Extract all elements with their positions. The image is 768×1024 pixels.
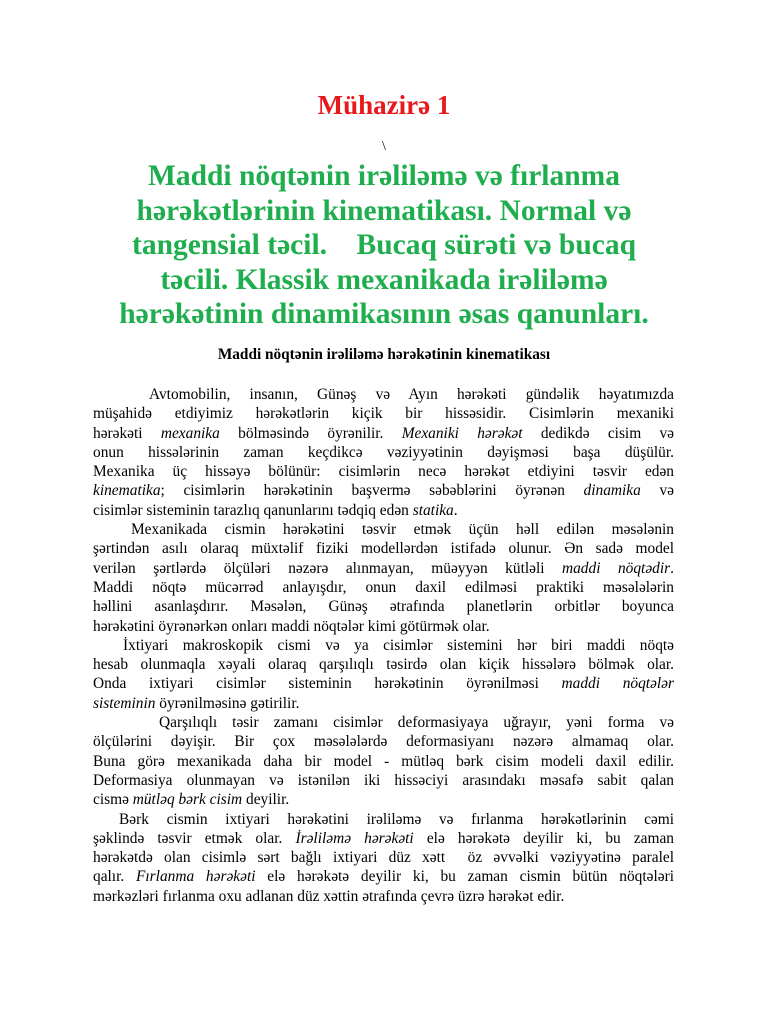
- italic-term: sisteminin: [93, 694, 156, 712]
- main-heading: [60, 159, 708, 332]
- text-line: [93, 829, 674, 848]
- text-run: onun hissələrinin zaman keçdikcə vəziyyətinin dəyişməsi başa düşülür.: [93, 443, 674, 461]
- text-run: Deformasiya olunmayan və istənilən iki hissəciyi arasındakı məsafə sabit qalan: [93, 771, 674, 789]
- text-run: elə hərəkətə deyilir ki, bu zaman: [413, 829, 675, 847]
- text-run: Buna görə mexanikada daha bir model - mütləq bərk cisim modeli daxil edilir.: [93, 752, 674, 770]
- text-line: [93, 867, 674, 886]
- main-heading-line: hərəkətinin dinamikasının əsas qanunları.: [119, 298, 649, 330]
- text-line: [93, 443, 674, 462]
- text-run: Avtomobilin, insanın, Günəş və Ayın hərəkəti gündəlik həyatımızda: [149, 386, 674, 403]
- text-run: ölçülərini dəyişir. Bir çox məsələlərdə deformasiyanı nəzərə almamaq olar.: [93, 733, 674, 751]
- text-run: Mexanika üç hissəyə bölünür: cisimlərin necə hərəkət etdiyini təsvir edən: [93, 463, 674, 481]
- text-run: şəklində təsvir etmək olar.: [93, 829, 296, 847]
- text-line: [93, 385, 674, 404]
- text-line: [93, 539, 674, 558]
- body-text: [93, 385, 674, 906]
- paragraph-4: [93, 713, 674, 809]
- text-run: Qarşılıqlı təsir zamanı cisimlər deformasiyaya uğrayır, yəni forma və: [159, 714, 674, 732]
- italic-term: kinematika: [93, 482, 161, 500]
- text-run: elə hərəkətə deyilir ki, bu zaman cismin bütün nöqtələri: [255, 868, 674, 886]
- text-run: öyrənilməsinə gətirilir.: [155, 694, 300, 712]
- text-run: hərəkəti: [93, 424, 161, 442]
- text-run: deyilir.: [242, 791, 290, 809]
- text-run: Mexanikada cismin hərəkətini təsvir etmək üçün həll edilən məsələnin: [131, 521, 674, 539]
- text-run: bölməsində öyrənilir.: [219, 424, 402, 442]
- main-heading-line: hərəkətlərinin kinematikası. Normal və: [136, 194, 632, 227]
- text-run: hesab olunmaqla xəyali olaraq qarşılıqlı təsirdə olan kiçik hissələrə bölmək olar.: [93, 656, 674, 674]
- text-run: müşahidə etdiyimiz hərəkətlərin kiçik bir hissəsidir. Cisimlərin mexaniki: [93, 405, 674, 423]
- text-line: [93, 810, 674, 829]
- text-run: dedikdə cisim və: [522, 424, 674, 442]
- text-run: həllini asanlaşdırır. Məsələn, Günəş ətrafında planetlərin orbitlər boyunca: [93, 598, 674, 616]
- paragraph-3: [93, 636, 674, 713]
- text-run: hərəkətdə olan cisimlə sərt bağlı ixtiyari düz xətt öz əvvəlki vəziyyətinə paralel: [93, 849, 674, 867]
- text-line: [93, 655, 674, 674]
- text-run: cisimlər sisteminin tarazlıq qanunlarını tədqiq edən: [93, 501, 413, 519]
- text-run: verilən şərtlərdə ölçüləri nəzərə alınmayan, müəyyən kütləli: [93, 559, 562, 577]
- text-line: [93, 481, 674, 500]
- text-line: [93, 636, 674, 655]
- text-line: [93, 424, 674, 443]
- text-run: .: [670, 559, 674, 577]
- text-run: şərtindən asılı olaraq müxtəlif fiziki modellərdən istifadə olunur. Ən sadə model: [93, 540, 674, 558]
- text-line: [93, 771, 674, 790]
- section-heading: Maddi nöqtənin irəliləmə hərəkətinin kinematikası: [217, 346, 551, 363]
- italic-term: dinamika: [583, 482, 641, 500]
- main-heading-line: Maddi nöqtənin irəliləmə və fırlanma: [148, 160, 620, 192]
- text-line: [93, 462, 674, 481]
- italic-term: maddi nöqtələr: [561, 675, 674, 693]
- text-line: [93, 578, 674, 597]
- paragraph-2: [93, 520, 674, 636]
- text-line: [93, 694, 674, 713]
- text-run: mərkəzləri fırlanma oxu adlanan düz xəttin ətrafında çevrə üzrə hərəkət edir.: [93, 887, 565, 905]
- text-run: ; cisimlərin hərəkətinin başvermə səbəblərini öyrənən: [160, 482, 584, 500]
- main-heading-line: təcili. Klassik mexanikada irəliləmə: [160, 263, 608, 296]
- lecture-title: Mühazirə 1: [317, 90, 451, 120]
- main-heading-line: tangensial təcil. Bucaq sürəti və bucaq: [132, 229, 636, 261]
- italic-term: Fırlanma hərəkəti: [136, 868, 256, 886]
- text-line: [93, 520, 674, 539]
- paragraph-5: [93, 810, 674, 906]
- italic-term: mütləq bərk cisim: [132, 791, 243, 809]
- text-run: cismə: [93, 791, 133, 809]
- text-line: [93, 597, 674, 616]
- text-line: [93, 790, 674, 809]
- italic-term: maddi nöqtədir: [562, 559, 671, 577]
- italic-term: statika: [412, 501, 454, 519]
- text-line: [93, 617, 674, 636]
- text-line: [93, 404, 674, 423]
- text-line: [93, 887, 674, 906]
- text-line: [93, 732, 674, 751]
- text-line: [93, 713, 674, 732]
- text-run: İxtiyari makroskopik cismi və ya cisimlər sistemini hər biri maddi nöqtə: [123, 636, 674, 654]
- text-line: [93, 752, 674, 771]
- italic-term: mexanika: [160, 424, 220, 442]
- text-run: .: [453, 501, 458, 519]
- text-run: Onda ixtiyari cisimlər sisteminin hərəkətinin öyrənilməsi: [93, 675, 562, 693]
- text-line: [93, 559, 674, 578]
- text-run: Bərk cismin ixtiyari hərəkətini irəliləmə və fırlanma hərəkətlərinin cəmi: [119, 810, 674, 828]
- text-line: [93, 848, 674, 867]
- italic-term: İrəliləmə hərəkəti: [295, 829, 414, 847]
- text-run: və: [640, 482, 675, 500]
- text-run: hərəkətini öyrənərkən onları maddi nöqtələr kimi götürmək olar.: [93, 617, 490, 635]
- text-line: [93, 501, 674, 520]
- text-run: qalır.: [93, 868, 136, 886]
- text-run: Maddi nöqtə mücərrəd anlayışdır, onun daxil edilməsi praktiki məsələlərin: [93, 578, 674, 596]
- italic-term: Mexaniki hərəkət: [401, 424, 523, 442]
- paragraph-1: [93, 385, 674, 520]
- text-line: [93, 674, 674, 693]
- backslash-mark: \: [382, 139, 386, 154]
